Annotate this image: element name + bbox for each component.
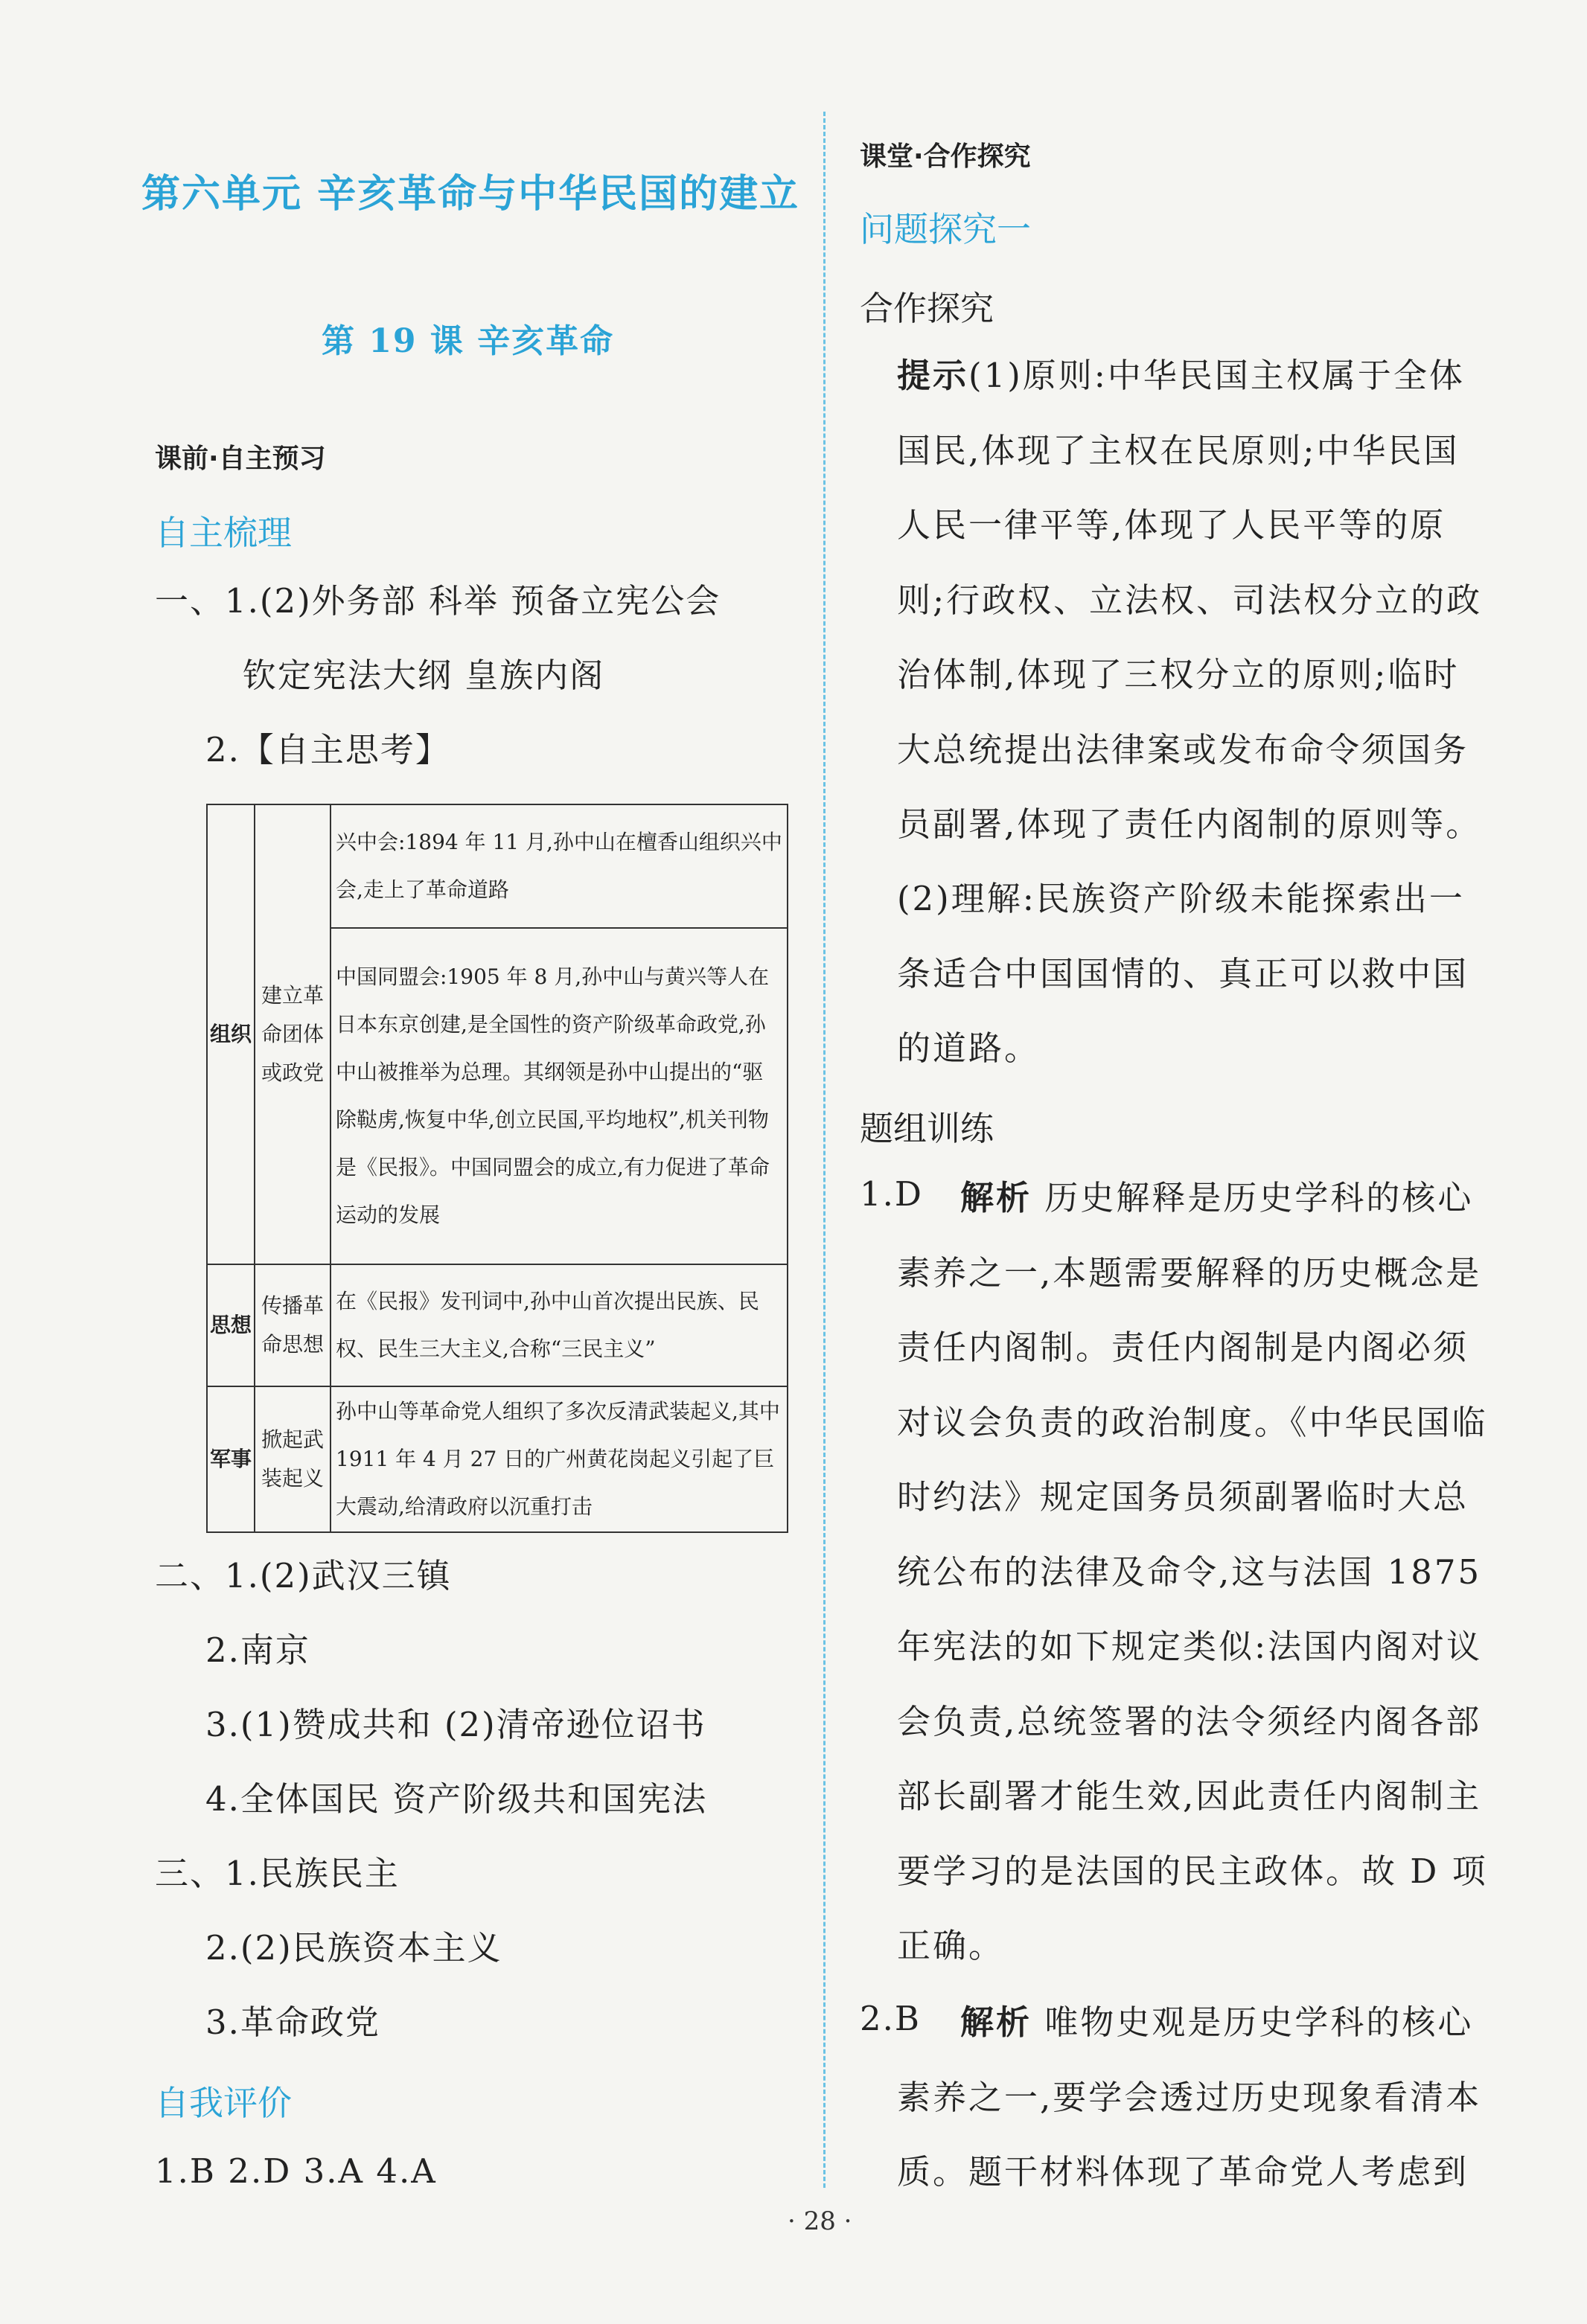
page-number: · 28 · [788, 2206, 852, 2236]
question-analysis [897, 1985, 1492, 2210]
revolution-outline-table [206, 804, 788, 1533]
answer-line: 三、1.民族民主 [155, 1854, 400, 1893]
answer-line: 钦定宪法大纲 皇族内阁 [243, 656, 605, 695]
answer-line: 4.全体国民 资产阶级共和国宪法 [205, 1779, 708, 1819]
analysis-label: 解析 [960, 1178, 1032, 1217]
table-category-cell: 组织 [207, 804, 255, 1264]
self-evaluation-heading: 自我评价 [155, 2083, 292, 2123]
answer-line: 3.(1)赞成共和 (2)清帝逊位诏书 [205, 1705, 706, 1744]
answer-line: 2.(2)民族资本主义 [205, 1928, 502, 1968]
table-content-cell: 在《民报》发刊词中,孙中山首次提出民族、民权、民生三大主义,合称“三民主义” [331, 1264, 788, 1386]
answer-line: 一、1.(2)外务部 科举 预备立宪公会 [155, 581, 721, 621]
question-number: 2.B [860, 1999, 922, 2038]
inquiry-heading: 问题探究一 [860, 209, 1031, 249]
hint-text: (1)原则:中华民国主权属于全体国民,体现了主权在民原则;中华民国人民一律平等,体现了人民平等的原则;行政权、立法权、司法权分立的政治体制,体现了三权分立的原则;临时大总统提出法律案或发布命令须国务员副署,体现了责任内阁制的原则等。 [897, 356, 1483, 844]
question-number: 1.D [860, 1174, 924, 1214]
hint-paragraph [897, 339, 1492, 862]
answer-line: 3.革命政党 [205, 2003, 380, 2042]
answer-line: 2.南京 [205, 1630, 310, 1670]
pre-class-section-label: 课前·自主预习 [155, 444, 326, 474]
table-row [207, 1386, 788, 1532]
evaluation-answers: 1.B 2.D 3.A 4.A [155, 2151, 437, 2191]
question-analysis [897, 1161, 1492, 1984]
understanding-paragraph: (2)理解:民族资产阶级未能探索出一条适合中国国情的、真正可以救中国的道路。 [897, 879, 1469, 1068]
table-row [207, 804, 788, 928]
table-category-cell: 思想 [207, 1264, 255, 1386]
table-category-cell: 军事 [207, 1386, 255, 1532]
column-divider [823, 112, 826, 2188]
self-sorting-heading: 自主梳理 [155, 513, 292, 553]
analysis-label: 解析 [960, 2003, 1032, 2042]
answer-line: 二、1.(2)武汉三镇 [155, 1556, 452, 1595]
table-subcategory-cell: 掀起武装起义 [255, 1386, 331, 1532]
analysis-text: 历史解释是历史学科的核心素养之一,本题需要解释的历史概念是责任内阁制。责任内阁制是内阁必须对议会负责的政治制度。《中华民国临时约法》规定国务员须副署临时大总统公布的法律及命令,这与法国 1875 年宪法的如下规定类似:法国内阁对议会负责,总统签署的法令须经内阁各部部长副署才能生效,因此责任内阁制主要学习的是法国的民主政体。故 D 项正确。 [897, 1178, 1488, 1965]
cooperative-inquiry-heading: 合作探究 [860, 289, 994, 328]
lesson-title: 第 19 课 辛亥革命 [322, 322, 615, 360]
table-content-cell: 兴中会:1894 年 11 月,孙中山在檀香山组织兴中会,走上了革命道路 [331, 804, 788, 928]
table-content-cell: 孙中山等革命党人组织了多次反清武装起义,其中 1911 年 4 月 27 日的广州黄花岗起义引起了巨大震动,给清政府以沉重打击 [331, 1386, 788, 1532]
table-subcategory-cell: 传播革命思想 [255, 1264, 331, 1386]
analysis-text: 唯物史观是历史学科的核心素养之一,要学会透过历史现象看清本质。题干材料体现了革命党人考虑到 [897, 2003, 1482, 2192]
table-content-cell: 中国同盟会:1905 年 8 月,孙中山与黄兴等人在日本东京创建,是全国性的资产阶级革命政党,孙中山被推举为总理。其纲领是孙中山提出的“驱除鞑虏,恢复中华,创立民国,平均地权”,机关刊物是《民报》。中国同盟会的成立,有力促进了革命运动的发展 [331, 928, 788, 1264]
in-class-section-label: 课堂·合作探究 [860, 141, 1031, 172]
answer-line: 2.【自主思考】 [205, 730, 450, 769]
hint-label: 提示 [897, 356, 969, 395]
table-row [207, 1264, 788, 1386]
table-subcategory-cell: 建立革命团体或政党 [255, 804, 331, 1264]
training-heading: 题组训练 [860, 1109, 994, 1148]
unit-title: 第六单元 辛亥革命与中华民国的建立 [141, 172, 800, 217]
